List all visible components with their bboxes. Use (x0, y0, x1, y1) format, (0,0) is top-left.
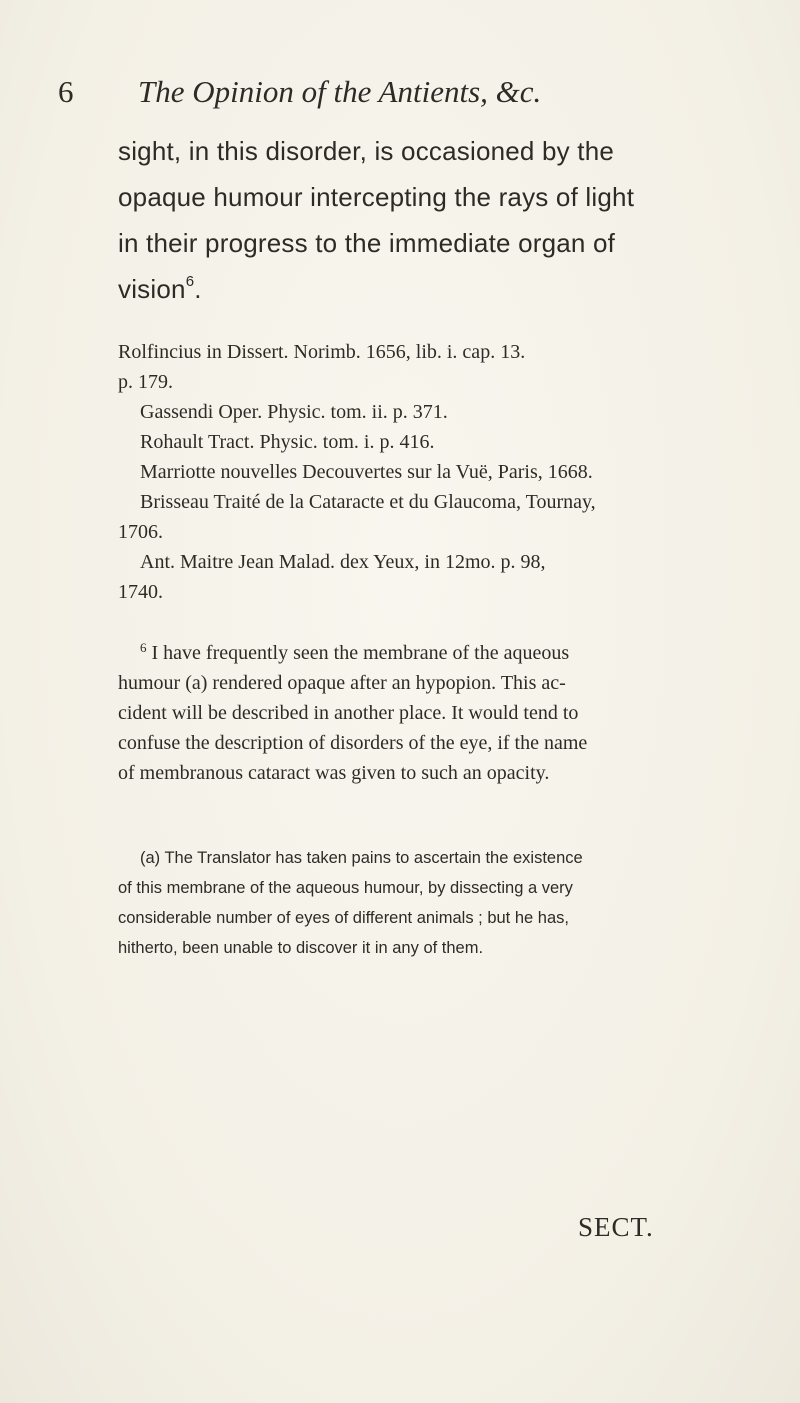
footnote-line: (a) The Translator has taken pains to ascertain the existence (140, 849, 583, 867)
reference-entry: Marriotte nouvelles Decouvertes sur la Vuë, Paris, 1668. (140, 461, 593, 483)
paragraph-line: sight, in this disorder, is occasioned by the (118, 136, 615, 166)
note-marker: 6 (140, 640, 147, 655)
page-number: 6 (58, 74, 74, 109)
note-reference: 6 (185, 273, 195, 290)
main-paragraph (118, 128, 718, 312)
note-line (118, 638, 718, 668)
author-note (118, 638, 718, 788)
paragraph-line (118, 266, 718, 312)
running-header (58, 72, 698, 112)
reference-list (118, 337, 718, 607)
footnote-line: of this membrane of the aqueous humour, by dissecting a very (118, 879, 573, 897)
note-line: humour (a) rendered opaque after an hypopion. This ac- (118, 672, 566, 694)
reference-entry: Brisseau Traité de la Cataracte et du Glaucoma, Tournay, (140, 491, 596, 513)
reference-entry: Rolfincius in Dissert. Norimb. 1656, lib. i. cap. 13. (118, 341, 526, 363)
note-line: of membranous cataract was given to such an opacity. (118, 762, 550, 784)
catchword: SECT. (578, 1212, 654, 1242)
running-title: The Opinion of the Antients, &c. (138, 74, 542, 109)
reference-entry: Rohault Tract. Physic. tom. i. p. 416. (140, 431, 435, 453)
footnote-line: considerable number of eyes of different animals ; but he has, (118, 909, 569, 927)
paragraph-line: in their progress to the immediate organ of (118, 228, 616, 258)
reference-entry: Ant. Maitre Jean Malad. dex Yeux, in 12mo. p. 98, (140, 551, 546, 573)
reference-entry: Gassendi Oper. Physic. tom. ii. p. 371. (140, 401, 448, 423)
paragraph-text: vision (118, 274, 186, 304)
paragraph-line: opaque humour intercepting the rays of light (118, 182, 635, 212)
translator-footnote (118, 843, 718, 963)
reference-continuation: p. 179. (118, 371, 173, 393)
note-text: I have frequently seen the membrane of the aqueous (151, 642, 570, 664)
note-line: confuse the description of disorders of the eye, if the name (118, 732, 588, 754)
paragraph-punct: . (194, 274, 202, 304)
note-line: cident will be described in another place. It would tend to (118, 702, 579, 724)
reference-continuation: 1740. (118, 581, 163, 603)
footnote-line: hitherto, been unable to discover it in any of them. (118, 939, 484, 957)
reference-continuation: 1706. (118, 521, 163, 543)
